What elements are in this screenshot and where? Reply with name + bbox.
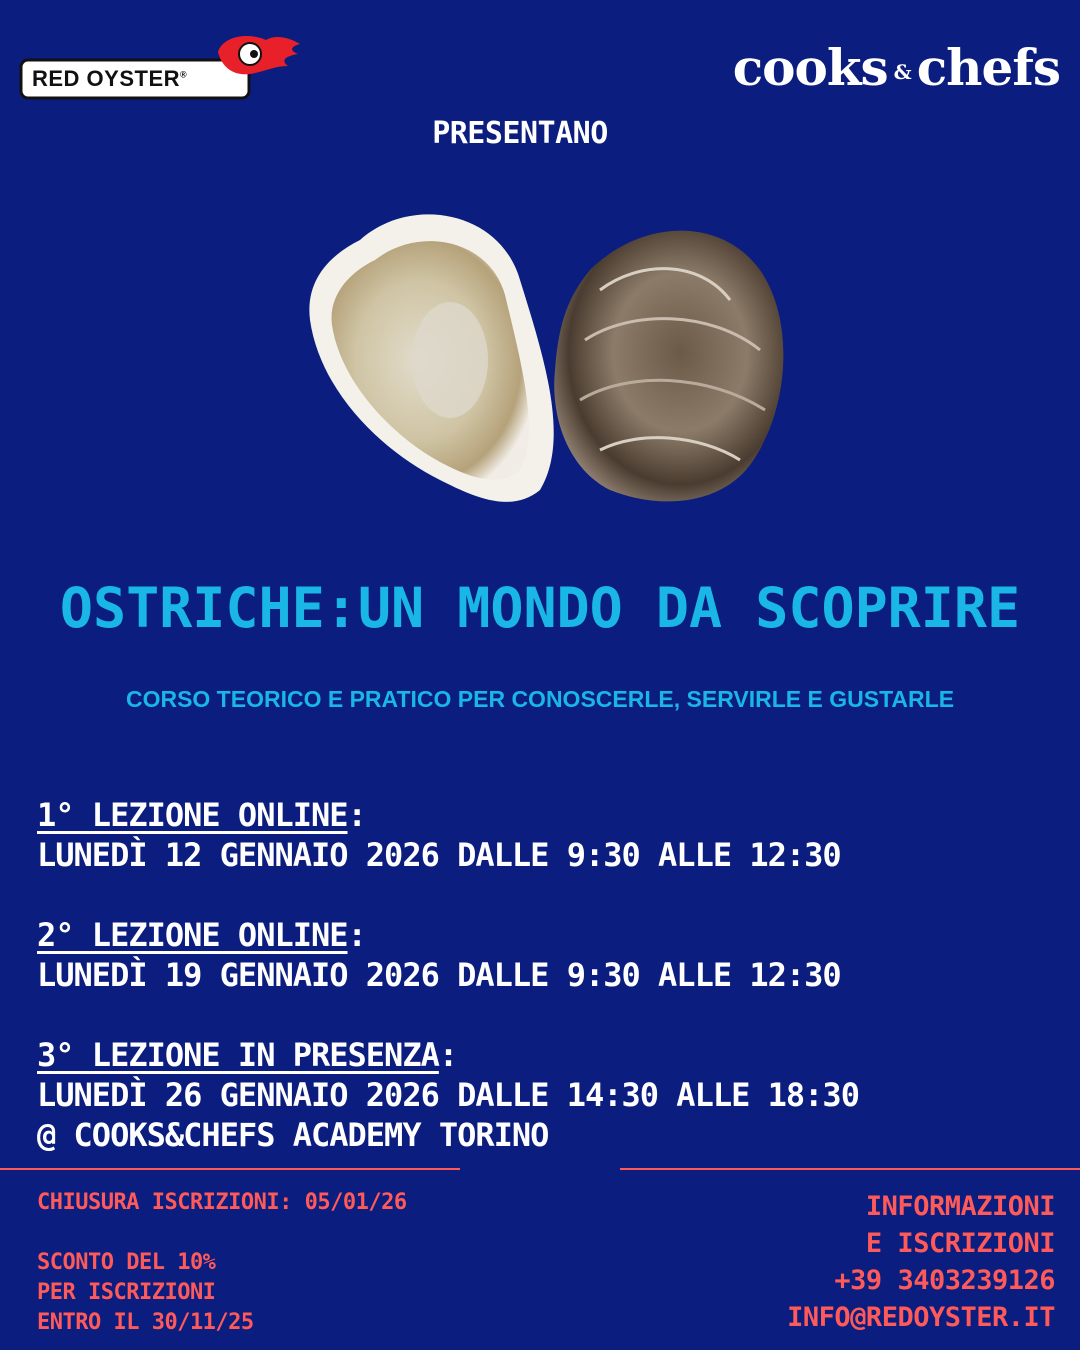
discount-line-1: SCONTO DEL 10% <box>37 1250 216 1275</box>
contact-heading-2: E ISCRIZIONI <box>865 1228 1055 1259</box>
lesson-3 <box>37 1035 1037 1155</box>
discount-line-3: ENTRO IL 30/11/25 <box>37 1310 254 1335</box>
lesson-1-colon: : <box>347 796 366 834</box>
lesson-1-schedule: LUNEDÌ 12 GENNAIO 2026 DALLE 9:30 ALLE 12:30 <box>37 836 841 874</box>
course-title: OSTRICHE:UN MONDO DA SCOPRIRE <box>59 576 1021 640</box>
contact-info <box>787 1188 1055 1336</box>
chefs-wordmark: chefs <box>916 38 1060 97</box>
cooks-and-chefs-logo <box>733 38 1060 97</box>
lesson-2-heading: 2° LEZIONE ONLINE <box>37 916 348 954</box>
red-oyster-wordmark: RED OYSTER® <box>32 66 188 91</box>
lessons-list <box>37 795 1037 1195</box>
red-oyster-logo <box>18 30 308 102</box>
course-subtitle: CORSO TEORICO E PRATICO PER CONOSCERLE, SERVIRLE E GUSTARLE <box>125 686 955 712</box>
phone-number[interactable]: +39 3403239126 <box>834 1265 1055 1296</box>
lesson-2 <box>37 915 1037 995</box>
registration-info <box>37 1188 407 1338</box>
lesson-3-colon: : <box>438 1036 458 1074</box>
lesson-3-schedule: LUNEDÌ 26 GENNAIO 2026 DALLE 14:30 ALLE 18:30 <box>37 1076 859 1114</box>
divider-left <box>0 1168 460 1170</box>
lesson-3-location: @ COOKS&CHEFS ACADEMY TORINO <box>37 1116 549 1154</box>
lesson-3-heading: 3° LEZIONE IN PRESENZA <box>37 1036 439 1074</box>
lesson-2-schedule: LUNEDÌ 19 GENNAIO 2026 DALLE 9:30 ALLE 12:30 <box>37 956 841 994</box>
email-address[interactable]: INFO@REDOYSTER.IT <box>787 1302 1055 1333</box>
divider-right <box>620 1168 1080 1170</box>
oysters-image <box>300 200 800 520</box>
closing-date: CHIUSURA ISCRIZIONI: 05/01/26 <box>37 1190 407 1215</box>
contact-heading-1: INFORMAZIONI <box>865 1191 1055 1222</box>
ampersand: & <box>893 60 911 84</box>
cooks-wordmark: cooks <box>732 38 888 97</box>
presentano-heading: PRESENTANO <box>432 116 608 151</box>
discount-line-2: PER ISCRIZIONI <box>37 1280 216 1305</box>
lesson-2-colon: : <box>347 916 366 954</box>
lesson-1-heading: 1° LEZIONE ONLINE <box>37 796 348 834</box>
lesson-1 <box>37 795 1037 875</box>
